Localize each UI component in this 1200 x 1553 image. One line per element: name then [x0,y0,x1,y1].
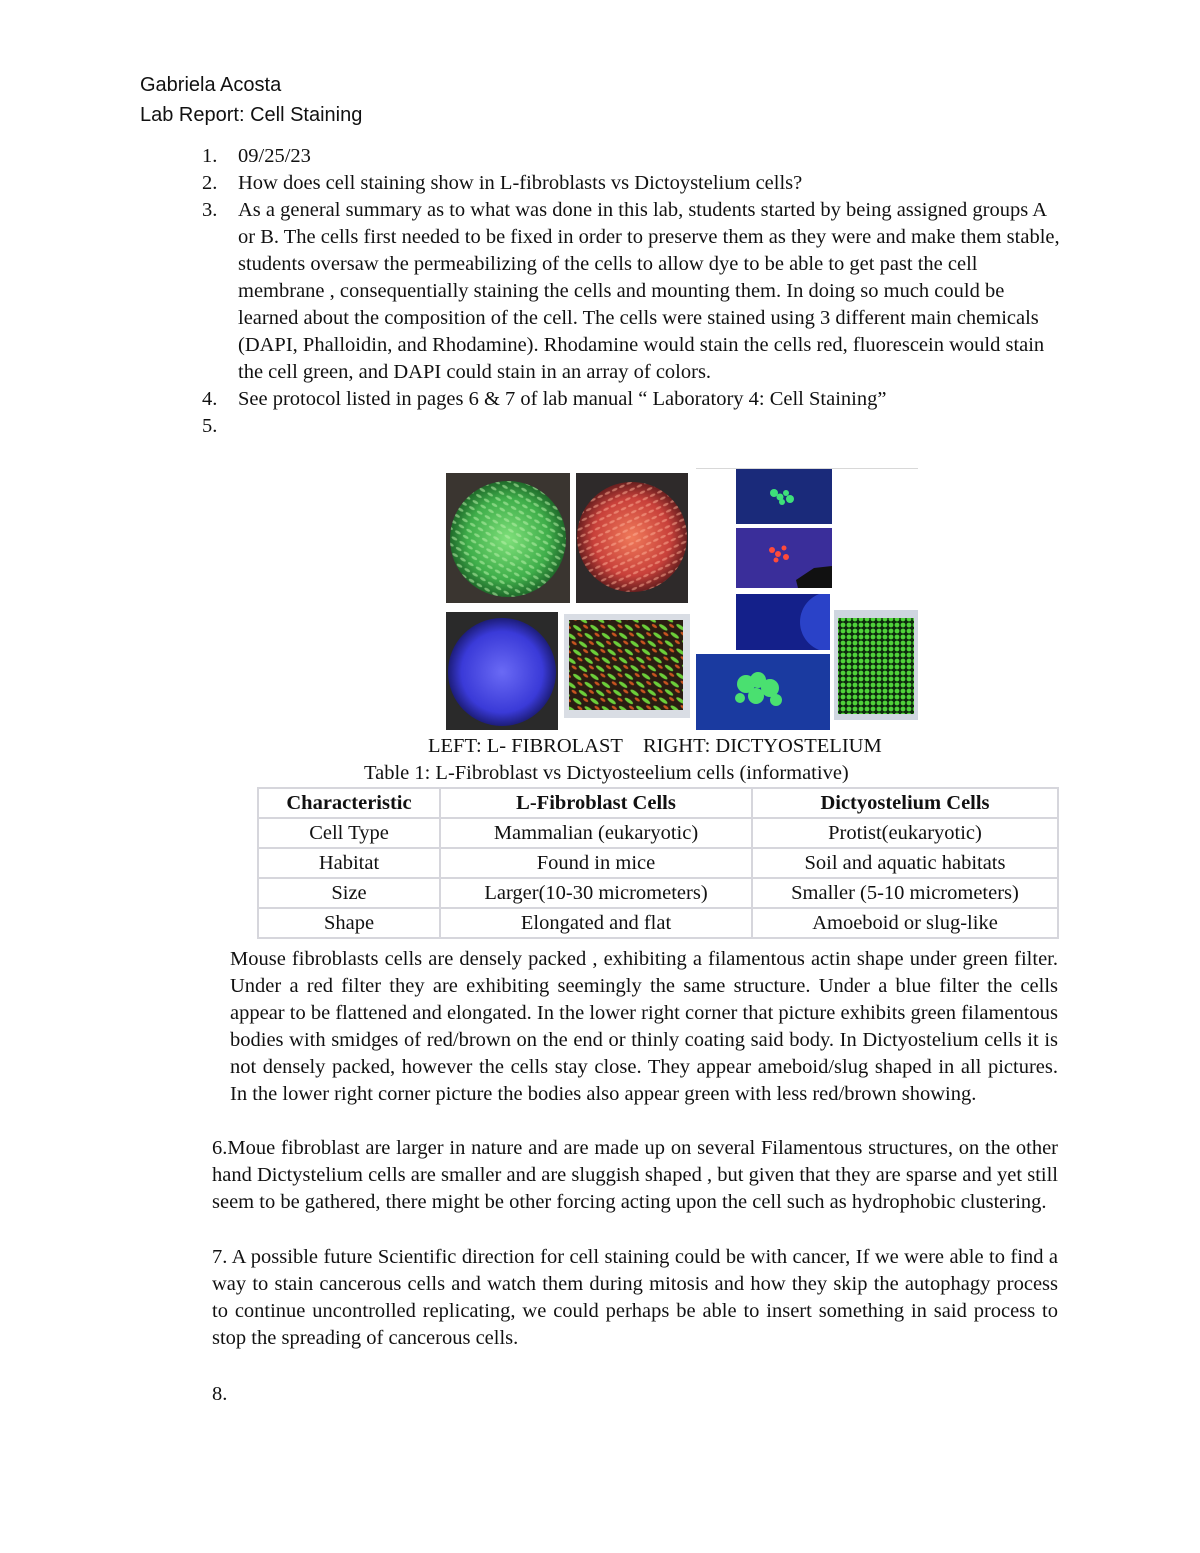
author-name: Gabriela Acosta [140,74,282,96]
list-item [202,170,1068,197]
list-number: 2. [202,172,218,194]
table-caption: Table 1: L-Fibroblast vs Dictyosteelium cells (informative) [364,762,849,784]
table-row [258,818,1058,848]
list-text: 09/25/23 [238,145,311,167]
list-text: As a general summary as to what was done in this lab, students started by being assigned groups A or B. The cells first needed to be fixed in order to preserve them as they were and make them stable, students oversaw the permeabilizing of the cells to allow dye to be able to get past the cell membrane , consequentially staining the cells and mounting them. In doing so much could be learned about the composition of the cell. The cells were stained using 3 different main chemicals (DAPI, Phalloidin, and Rhodamine). Rhodamine would stain the cells red, fluorescein would stain the cell green, and DAPI could stain in an array of colors. [238,199,1060,383]
list-number: 3. [202,199,218,221]
table-row [258,878,1058,908]
dictyostelium-blue-image [736,594,830,650]
column-header: Dictyostelium Cells [752,788,1058,818]
list-number: 4. [202,388,218,410]
list-number: 1. [202,145,218,167]
table-row [258,848,1058,878]
dictyostelium-merged-image [696,654,830,730]
list-text [238,415,243,437]
list-number: 5. [202,415,218,437]
paragraph-observations: Mouse fibroblasts cells are densely packed , exhibiting a filamentous actin shape under green filter. Under a red filter they are exhibiting seemingly the same structure. Under a blue filter the cells appear to be flattened and elongated. In the lower right corner that picture exhibits green filamentous bodies with smidges of red/brown on the end or thinly coating said body. In Dictyostelium cells it is not densely packed, however the cells stay close. They appear ameboid/slug shaped in all pictures. In the lower right corner picture the bodies also appear green with less red/brown showing. [230,948,1058,1105]
paragraph-future-direction: 7. A possible future Scientific direction for cell staining could be with cancer, If we were able to find a way to stain cancerous cells and watch them during mitosis and how they skip the autophagy process to continue uncontrolled replicating, we could perhaps be able to insert something in said process to stop the spreading of cancerous cells. [212,1246,1058,1349]
table-cell: Larger(10-30 micrometers) [440,878,752,908]
fibroblast-blue-image [446,612,558,730]
list-item [202,143,1068,170]
table-cell: Size [258,878,440,908]
fibroblast-red-image [576,473,688,603]
fibroblast-green-image [446,473,570,603]
table-cell: Elongated and flat [440,908,752,938]
report-title: Lab Report: Cell Staining [140,104,363,126]
dictyostelium-dense-image [834,610,918,720]
table-cell: Shape [258,908,440,938]
comparison-table [257,787,1059,939]
dictyostelium-red-image [736,528,832,588]
figure-caption: LEFT: L- FIBROLAST RIGHT: DICTYOSTELIUM [428,735,882,757]
figure-divider [696,468,918,469]
list-text: How does cell staining show in L-fibroblasts vs Dictoystelium cells? [238,172,803,194]
table-row [258,908,1058,938]
list-item [202,386,1068,413]
paragraph-item-8: 8. [212,1383,228,1405]
dictyostelium-green-image [736,469,832,524]
column-header: L-Fibroblast Cells [440,788,752,818]
paragraph-comparison: 6.Moue fibroblast are larger in nature and are made up on several Filamentous structures, on the other hand Dictystelium cells are smaller and are sluggish shaped , but given that they are sparse and yet still seem to be gathered, there might be other forcing acting upon the cell such as hydrophobic clustering. [212,1137,1058,1213]
table-cell: Habitat [258,848,440,878]
list-item [202,197,1068,386]
list-item [202,413,1068,440]
table-cell: Smaller (5-10 micrometers) [752,878,1058,908]
table-cell: Mammalian (eukaryotic) [440,818,752,848]
table-header-row [258,788,1058,818]
table-cell: Soil and aquatic habitats [752,848,1058,878]
numbered-list [202,143,1068,440]
table-cell: Protist(eukaryotic) [752,818,1058,848]
microscopy-figure [444,466,918,730]
table-cell: Cell Type [258,818,440,848]
column-header: Characteristic [258,788,440,818]
table-cell: Found in mice [440,848,752,878]
table-cell: Amoeboid or slug-like [752,908,1058,938]
fibroblast-merged-image [564,614,690,718]
list-text: See protocol listed in pages 6 & 7 of lab manual “ Laboratory 4: Cell Staining” [238,388,887,410]
